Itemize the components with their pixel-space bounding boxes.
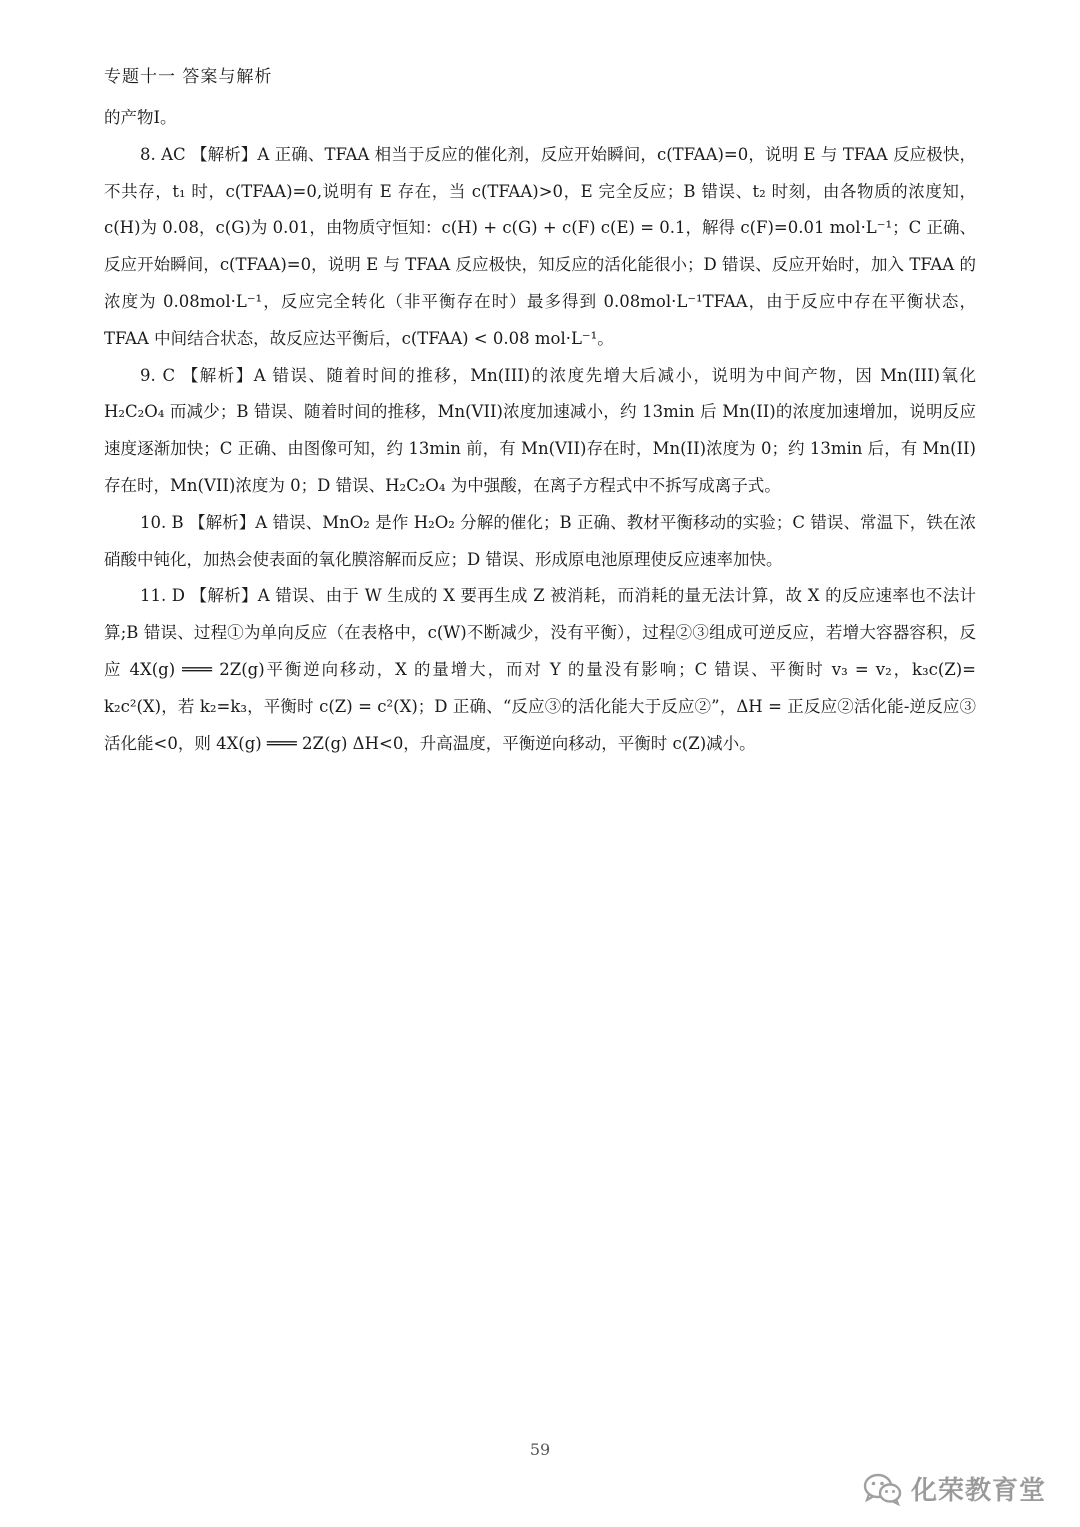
wechat-icon xyxy=(863,1472,903,1506)
answer-text-body xyxy=(104,100,976,762)
page-number: 59 xyxy=(529,1440,551,1459)
answer-9-paragraph: 9. C 【解析】A 错误、随着时间的推移，Mn(III)的浓度先增大后减小，说明为中间产物，因 Mn(III)氧化 H₂C₂O₄ 而减少；B 错误、随着时间的推移，Mn(VII)浓度加速减小，约 13min 后 Mn(II)的浓度加速增加，说明反应速度逐渐加快；C 正确、由图像可知，约 13min 前，有 Mn(VII)存在时，Mn(II)浓度为 0；约 13min 后，有 Mn(II)存在时，Mn(VII)浓度为 0；D 错误、H₂C₂O₄ 为中强酸，在离子方程式中不拆写成离子式。 xyxy=(104,365,976,495)
section-title: 专题十一 答案与解析 xyxy=(104,67,273,87)
answer-10-paragraph: 10. B 【解析】A 错误、MnO₂ 是作 H₂O₂ 分解的催化；B 正确、教材平衡移动的实验；C 错误、常温下，铁在浓硝酸中钝化，加热会使表面的氧化膜溶解而反应；D 错误、形成原电池原理使反应速率加快。 xyxy=(104,512,976,569)
paragraph-continuation: 的产物I。 xyxy=(104,108,177,127)
watermark-text: 化荣教育堂 xyxy=(910,1476,1046,1506)
watermark xyxy=(863,1470,1046,1507)
answer-11-paragraph: 11. D 【解析】A 错误、由于 W 生成的 X 要再生成 Z 被消耗，而消耗的量无法计算，故 X 的反应速率也不法计算;B 错误、过程①为单向反应（在表格中，c(W)不断减少，没有平衡），过程②③组成可逆反应，若增大容器容积，反应 4X(g) ═══ 2Z(g)平衡逆向移动，X 的量增大，而对 Y 的量没有影响；C 错误、平衡时 v₃ = v₂，k₃c(Z)= k₂c²(X)，若 k₂=k₃，平衡时 c(Z) = c²(X)；D 正确、“反应③的活化能大于反应②”，ΔH = 正反应②活化能-逆反应③活化能<0，则 4X(g) ═══ 2Z(g) ΔH<0，升高温度，平衡逆向移动，平衡时 c(Z)减小。 xyxy=(104,586,976,753)
answer-8-paragraph: 8. AC 【解析】A 正确、TFAA 相当于反应的催化剂，反应开始瞬间，c(TFAA)=0，说明 E 与 TFAA 反应极快，不共存，t₁ 时，c(TFAA)=0,说明有 E 存在，当 c(TFAA)>0，E 完全反应；B 错误、t₂ 时刻，由各物质的浓度知，c(H)为 0.08，c(G)为 0.01，由物质守恒知：c(H) + c(G) + c(F) c(E) = 0.1，解得 c(F)=0.01 mol·L⁻¹；C 正确、反应开始瞬间，c(TFAA)=0，说明 E 与 TFAA 反应极快，知反应的活化能很小；D 错误、反应开始时，加入 TFAA 的浓度为 0.08mol·L⁻¹，反应完全转化（非平衡存在时）最多得到 0.08mol·L⁻¹TFAA，由于反应中存在平衡状态，TFAA 中间结合状态，故反应达平衡后，c(TFAA) < 0.08 mol·L⁻¹。 xyxy=(104,144,976,348)
